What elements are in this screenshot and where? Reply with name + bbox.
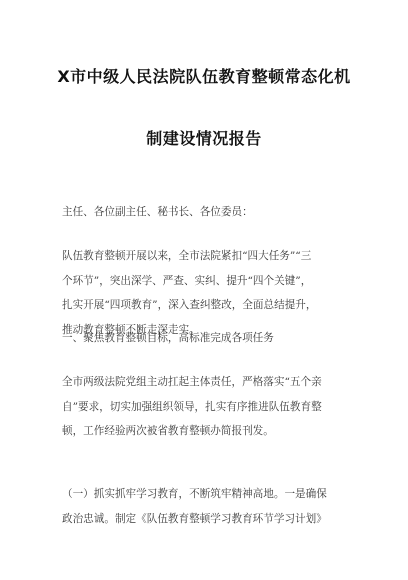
paragraph-line: 推动教育整顿不断走深走实。 [62, 323, 200, 336]
document-title-line-1: X市中级人民法院队伍教育整顿常态化机 [57, 67, 351, 86]
salutation [62, 200, 352, 225]
paragraph-line: 扎实开展“四项教育”，深入查纠整改，全面总结提升， [62, 299, 317, 311]
paragraph-line: 全市两级法院党组主动扛起主体责任，严格落实“五个亲 [62, 376, 322, 388]
section-heading-1 [62, 326, 352, 351]
paragraph-line: （一）抓实抓牢学习教育，不断筑牢精神高地。一是确保 [62, 488, 327, 500]
section-1-paragraph [62, 370, 352, 444]
paragraph-line: 自”要求，切实加强组织领导，扎实有序推进队伍教育整 [62, 400, 322, 413]
paragraph-line: 顿，工作经验两次被省教育整顿办简报刊发。 [62, 425, 274, 437]
paragraph-line: 个环节”，突出深学、严查、实纠、提升“四个关键”， [62, 274, 312, 287]
section-heading-text: 一、聚焦教育整顿目标，高标准完成各项任务 [62, 332, 274, 344]
salutation-text: 主任、各位副主任、秘书长、各位委员： [62, 206, 253, 218]
paragraph-line: 队伍教育整顿开展以来，全市法院紧扣“四大任务”“三 [62, 250, 312, 262]
subsection-1-paragraph [62, 482, 352, 531]
paragraph-line: 政治忠诚。制定《队伍教育整顿学习教育环节学习计划》 [62, 512, 327, 525]
document-title-line-2: 制建设情况报告 [146, 129, 262, 148]
